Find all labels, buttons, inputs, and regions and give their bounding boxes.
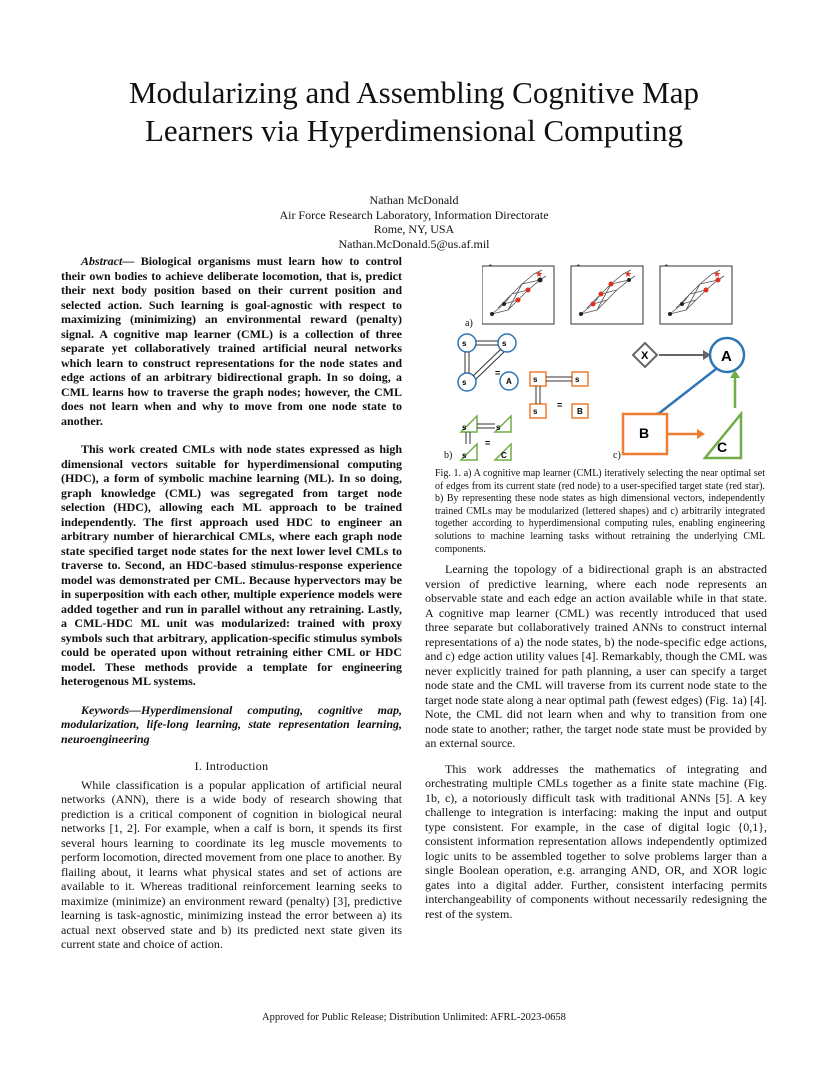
svg-text:C: C <box>501 451 507 460</box>
svg-text:s: s <box>533 407 538 416</box>
abstract-lead: Abstract— <box>81 254 135 268</box>
author-location: Rome, NY, USA <box>373 222 455 237</box>
title-line-1: Modularizing and Assembling Cognitive Map <box>128 75 699 110</box>
graph-snapshot-1 <box>482 266 554 324</box>
author-block <box>60 193 768 251</box>
svg-text:=: = <box>485 438 491 448</box>
panel-label-b: b) <box>444 450 453 461</box>
svg-text:s: s <box>462 339 467 348</box>
svg-text:s: s <box>575 375 580 384</box>
graph-snapshots <box>482 256 752 326</box>
distribution-footer: Approved for Public Release; Distribution Unlimited: AFRL-2023-0658 <box>262 1012 566 1023</box>
svg-text:s: s <box>462 451 467 460</box>
figure-1 <box>435 256 770 466</box>
abstract-paragraph-2: This work created CMLs with node states expressed as high dimensional vectors suitable for hyperdimensional computing (HDC), a form of symbolic machine learning (ML). In so doing, graph knowledge (CML) was segregated from target node selection (HDC), allowing each ML approach to be trained independently. The first approach used HDC to engineer an arbitrary number of hierarchical CMLs, where each graph node state specified target node states for the next lower level CMLs to traverse to. Second, an HDC-based stimulus-response experience model was demonstrated per CML. Because hypervectors may be in superposition with each other, multiple experience models were added together and run in parallel without any retraining. Lastly, a CML-HDC ML unit was modularized: trained with proxy symbols such that arbitrary, application-specific stimulus symbols could be operated upon without retraining either CML or HDC model. These methods provide a template for engineering heterogenous ML systems. <box>61 442 402 688</box>
figure-caption: Fig. 1. a) A cognitive map learner (CML) iteratively selecting the near optimal set of edges from its current state (red node) to a user-specified target state (red star). b) By representing these node states as high dimensional vectors, independently trained CMLs may be modularized (lettered shapes) and c) arbitrarily integrated together according to hyperdimensional computing rules, enabling engineering solutions to machine learning tasks without retraining the underlying CML components. <box>435 468 765 555</box>
section-heading-introduction: I. Introduction <box>194 759 269 773</box>
right-column <box>425 562 767 921</box>
svg-text:A: A <box>721 348 732 365</box>
svg-text:B: B <box>639 425 650 441</box>
svg-text:s: s <box>462 423 467 432</box>
left-column <box>61 254 402 952</box>
keywords: Keywords—Hyperdimensional computing, cognitive map, modularization, life-long learning, state representation learning, neuroengineering <box>61 702 402 746</box>
right-paragraph-2: This work addresses the mathematics of integrating and orchestrating multiple CMLs together as a finite state machine (Fig. 1b, c), a notoriously difficult task with traditional ANNs [5]. A key challenge to integration is interfacing: making the input and output type consistent. For example, in the case of digital logic {0,1}, consistent information representation allows independently optimized logic units to be assembled together to solve problems larger than a single Boolean operation, e.g. arranging AND, OR, and XOR logic gates into a digital adder. Further, consistent interfacing permits interchangeability of components without necessarily redesigning the rest of the system. <box>425 761 767 921</box>
svg-text:A: A <box>506 377 512 386</box>
svg-text:★: ★ <box>624 269 633 279</box>
circle-cml <box>458 334 518 391</box>
abstract-text: Biological organisms must learn how to control their own bodies to achieve deliberate locomotion, that is, predict their next body position based on their current position and selected action. Such learning is goal-agnostic with respect to maximizing (minimizing) an environmental reward (penalty) signal. A cognitive map learner (CML) is a collection of three separate yet collaboratively trained artificial neural networks which learn to construct representations for the node states and edge actions of an arbitrary bidirectional graph. In so doing, a CML learns how to traverse the graph nodes; however, the CML does not learn when and why to move from one node state to another. <box>61 254 402 428</box>
integrated-fsm <box>623 338 744 458</box>
cml-modular-diagram <box>435 328 770 466</box>
author-name: Nathan McDonald <box>369 193 459 207</box>
author-affiliation: Air Force Research Laboratory, Information Directorate <box>279 207 549 222</box>
paper-title <box>60 74 768 150</box>
svg-text:s: s <box>462 378 467 387</box>
svg-text:B: B <box>577 407 583 416</box>
author-email: Nathan.McDonald.5@us.af.mil <box>338 236 490 251</box>
panel-label-c: c) <box>613 450 621 461</box>
svg-text:s: s <box>533 375 538 384</box>
title-line-2: Learners via Hyperdimensional Computing <box>144 113 684 148</box>
svg-text:C: C <box>717 439 728 455</box>
panel-label-a: a) <box>465 318 473 329</box>
svg-text:=: = <box>495 368 501 378</box>
intro-paragraph-1: While classification is a popular application of artificial neural networks (ANN), there is a wide body of research showing that prediction is a critical component of cognition in biological neural networks [1, 2]. For example, when a calf is born, it spends its first several hours learning to coordinate its leg muscle movements to perform locomotion, directed movement from one place to another. By flailing about, it learns what physical states and set of actions are available to it. Whereas traditional reinforcement learning seeks to maximize (minimize) an environment reward (penalty) [3], predictive learning is task-agnostic, minimizing instead the error between a) its actual next observed state and b) its predicted next state given its current state and choice of action. <box>61 777 402 951</box>
svg-text:★: ★ <box>713 269 722 279</box>
right-paragraph-1: Learning the topology of a bidirectional graph is an abstracted version of predictive learning, where each node represents an observable state and each edge an action available while in that state. A cognitive map learner (CML) was recently introduced that used three separate but collaboratively trained ANNs to construct internal representations of a) the node states, b) the node-specific edge actions, and c) edge action utility values [4]. Remarkably, though the CML was never explicitly trained for path planning, a user can specify a target node state and the CML will traverse from its current node state to the target node state along a near optimal path (fewest edges) (Fig. 1a) [4]. Note, the CML did not learn when and why to transition from one node state to another; rather, the target node state must be provided by an external source. <box>425 562 767 750</box>
svg-text:s: s <box>496 423 501 432</box>
triangle-cml <box>461 416 511 460</box>
svg-text:=: = <box>557 400 563 410</box>
svg-text:X: X <box>641 350 649 362</box>
abstract <box>61 254 402 428</box>
svg-text:★: ★ <box>535 269 544 279</box>
square-cml <box>530 372 588 418</box>
graph-snapshot-3 <box>660 266 732 324</box>
svg-text:s: s <box>502 339 507 348</box>
graph-snapshot-2 <box>571 266 643 324</box>
